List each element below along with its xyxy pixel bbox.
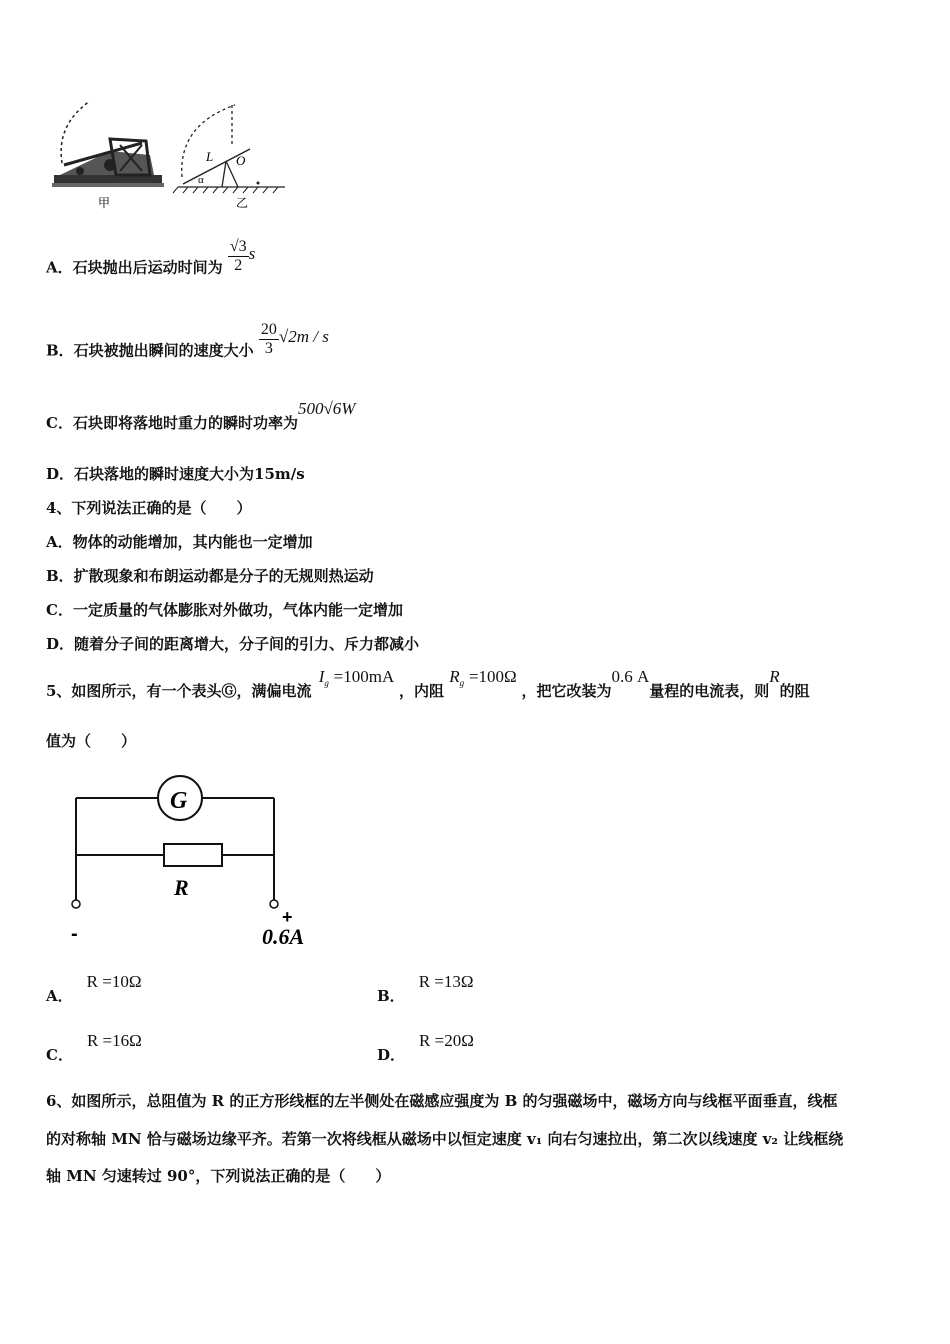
q5-option-d-math: R =20Ω	[419, 1031, 474, 1050]
galvanometer-label: G	[170, 788, 188, 814]
q5-stem-part3: ，把它改装为	[521, 682, 612, 700]
ammeter-circuit-diagram	[60, 770, 330, 955]
figure-label-jia: 甲	[98, 196, 111, 210]
q4-option-a: A．物体的动能增加，其内能也一定增加	[46, 533, 313, 551]
q5-option-b-math: R =13Ω	[418, 972, 474, 991]
q5-rg-value: =100Ω	[468, 667, 517, 686]
q5-option-b-letter: B．	[377, 987, 405, 1005]
q5-r-symbol: R	[769, 667, 780, 686]
q5-stem-part1: 5、如图所示，有一个表头Ⓖ，满偏电流	[46, 682, 312, 700]
q3-option-b	[46, 321, 329, 370]
figure-label-alpha: α	[198, 174, 204, 186]
plus-terminal-label: +	[282, 907, 293, 927]
q4-stem: 4、下列说法正确的是（ ）	[46, 499, 252, 517]
figure-label-yi: 乙	[236, 196, 249, 210]
q3-option-b-label: B．石块被抛出瞬间的速度大小	[46, 341, 254, 360]
q5-range: 0.6 A	[611, 667, 650, 686]
q3-option-a-label: A．石块抛出后运动时间为	[46, 258, 223, 277]
q5-option-b	[377, 972, 474, 1006]
q5-option-c-math: R =16Ω	[86, 1031, 142, 1050]
q5-stem-part4: 量程的电流表，则	[649, 682, 770, 700]
q5-stem-part2: ，内阻	[399, 682, 445, 700]
q4-option-c: C．一定质量的气体膨胀对外做功，气体内能一定增加	[46, 601, 403, 619]
minus-terminal-label: -	[71, 923, 78, 945]
q5-option-c-letter: C．	[46, 1046, 73, 1064]
q3-option-b-denominator: 3	[264, 340, 273, 357]
q5-option-c	[46, 1031, 142, 1065]
q5-ig-value: =100mA	[333, 667, 395, 686]
q5-option-a-math: R =10Ω	[86, 972, 142, 991]
q6-stem-line3: 轴 MN 匀速转过 90°，下列说法正确的是（ ）	[46, 1167, 391, 1185]
range-terminal-label: 0.6A	[262, 924, 305, 949]
q4-option-b: B．扩散现象和布朗运动都是分子的无规则热运动	[46, 567, 374, 585]
q3-option-a-denominator: 2	[234, 257, 243, 274]
catapult-figure	[50, 95, 290, 215]
q3-option-b-math: √2m / s	[278, 326, 329, 346]
q3-option-d: D．石块落地的瞬时速度大小为15m/s	[46, 465, 305, 483]
q6-stem-line2: 的对称轴 MN 恰与磁场边缘平齐。若第一次将线框从磁场中以恒定速度 v₁ 向右匀速拉出，第二次以线速度 v₂ 让线框绕	[46, 1130, 844, 1148]
q3-option-b-numerator: 20	[260, 321, 277, 338]
q3-option-c	[46, 399, 356, 433]
q3-option-a	[46, 238, 256, 287]
figure-label-L: L	[206, 149, 214, 164]
q6-stem-line1: 6、如图所示，总阻值为 R 的正方形线框的左半侧处在磁感应强度为 B 的匀强磁场中，磁场方向与线框平面垂直，线框	[46, 1092, 838, 1110]
q5-stem-part5: 的阻	[779, 682, 810, 700]
q3-option-a-unit: s	[248, 243, 256, 263]
q5-option-d	[377, 1031, 474, 1065]
q5-option-a	[46, 972, 142, 1006]
q5-option-a-letter: A．	[46, 987, 73, 1005]
q3-option-c-math: 500√6W	[297, 399, 356, 418]
figure-label-O: O	[236, 153, 246, 168]
q3-option-a-fraction	[228, 238, 249, 275]
q5-option-d-letter: D．	[377, 1046, 406, 1064]
q3-option-a-numerator: √3	[229, 238, 247, 255]
q5-rg-symbol: R	[449, 667, 460, 686]
q5-stem-line2: 值为（ ）	[46, 732, 137, 750]
q4-option-d: D．随着分子间的距离增大，分子间的引力、斥力都减小	[46, 635, 420, 653]
q3-option-c-label: C．石块即将落地时重力的瞬时功率为	[46, 414, 298, 432]
q5-rg-subscript: g	[459, 678, 465, 688]
q5-ig-subscript: g	[324, 678, 329, 688]
q5-ig-symbol: I	[318, 667, 325, 686]
resistor-label: R	[174, 875, 189, 900]
q3-option-b-fraction	[259, 321, 279, 358]
